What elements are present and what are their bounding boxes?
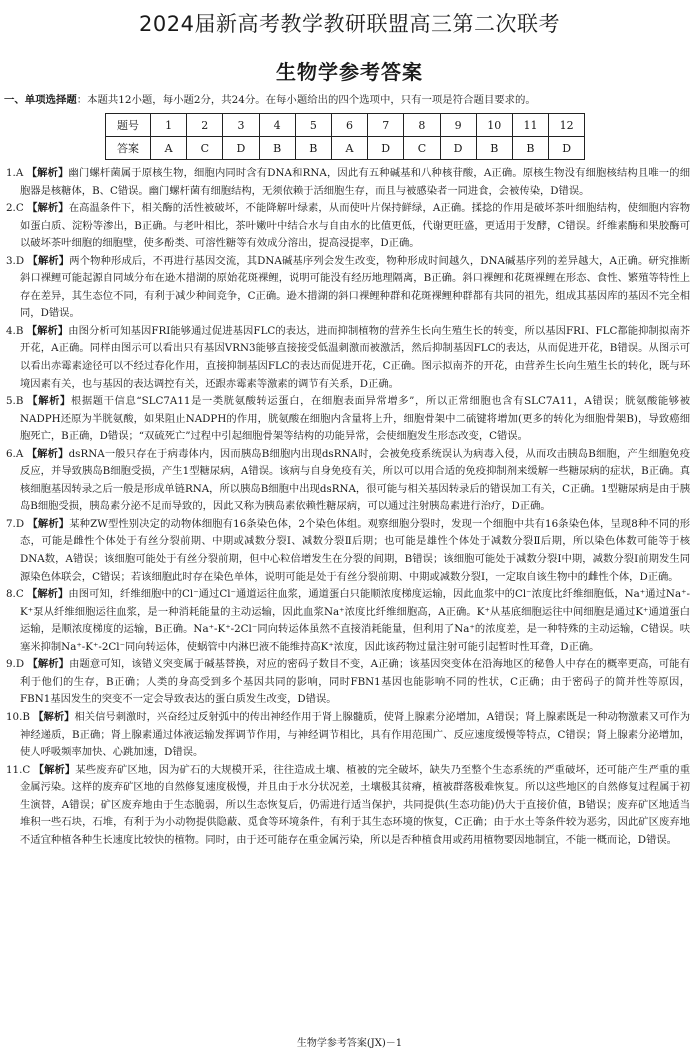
- explanation-text: 幽门螺杆菌属于原核生物，细胞内同时含有DNA和RNA，因此有五种碱基和八种核苷酸，A正确。原核生物没有细胞核结构且唯一的细胞器是核糖体，B、C错误。幽门螺杆菌有细胞结构，无须依赖于活细胞生存，而且与被感染者一同进食，会被传染，D错误。: [20, 167, 690, 197]
- answer-table-number: 12: [549, 114, 585, 137]
- answer-table-number: 10: [476, 114, 512, 137]
- item-number: 11.C: [6, 763, 31, 776]
- explanation-tag: 【解析】: [27, 588, 69, 601]
- answer-table-answer-label: 答案: [106, 137, 151, 160]
- explanation-item: [6, 200, 690, 253]
- explanation-item: [6, 586, 690, 656]
- explanation-tag: 【解析】: [27, 517, 70, 530]
- answer-table-answer: C: [404, 137, 440, 160]
- answer-table-number: 3: [223, 114, 259, 137]
- answer-table-answer: C: [187, 137, 223, 160]
- item-number: 6.A: [6, 447, 24, 460]
- explanation-tag: 【解析】: [27, 254, 70, 267]
- answer-table-number: 6: [331, 114, 367, 137]
- explanations: [6, 165, 690, 849]
- explanation-item: [6, 253, 690, 323]
- explanation-text: 某种ZW型性别决定的动物体细胞有16条染色体，2个染色体组。观察细胞分裂时，发现一个细胞中共有16条染色体，呈现8种不同的形态，可能是雌性个体处于有丝分裂前期、中期或减数分裂Ⅰ、减数分裂Ⅱ后期；也可能是雄性个体处于减数分裂Ⅱ后期，所以染色体数可能等于核DNA数，A错误；该细胞可能处于有丝分裂前期，但中心粒倍增发生在分裂的间期，B错误；该细胞可能处于减数分裂Ⅰ中期，减数分裂Ⅰ前期发生同源染色体联会，C错误；若该细胞此时存在染色单体，说明可能是处于有丝分裂前期、中期或减数分裂Ⅰ，一定取自该生物中的雌性个体，D正确。: [20, 517, 690, 583]
- answer-table-answer: A: [151, 137, 187, 160]
- answer-table-number-row: [106, 114, 585, 137]
- answer-table-number: 8: [404, 114, 440, 137]
- answer-table-number: 5: [295, 114, 331, 137]
- explanation-tag: 【解析】: [26, 447, 69, 460]
- explanation-text: dsRNA一般只存在于病毒体内，因而胰岛B细胞内出现dsRNA时，会被免疫系统误认为病毒入侵，从而攻击胰岛B细胞，产生细胞免疫反应，并导致胰岛B细胞受损，产生1型糖尿病，A错误。该病与自身免疫有关，所以可以用合适的免疫抑制剂来缓解一些糖尿病的症状，B正确。真核细胞基因转录之后一般是形成单链RNA，所以胰岛B细胞中出现dsRNA，很可能与相关基因转录后的错误加工有关，C正确。1型糖尿病是由于胰岛B细胞受损，胰岛素分泌不足而导致的，因此又称为胰岛素依赖性糖尿病，可以通过注射胰岛素进行治疗，D正确。: [20, 447, 691, 513]
- answer-table-number: 7: [368, 114, 404, 137]
- explanation-tag: 【解析】: [33, 710, 75, 723]
- explanation-text: 由题意可知，该错义突变属于碱基替换，对应的密码子数目不变，A正确；该基因突变体在沿海地区的秘鲁人中存在的概率更高，可能有利于他们的生存，B正确；人类的身高受到多个基因共同的影响，同时FBN1基因也能影响不同的性状，C正确；由于密码子的简并性等原因，FBN1基因发生的突变不一定会导致表达的蛋白质发生改变，D错误。: [20, 658, 690, 706]
- explanation-item: [6, 709, 690, 762]
- answer-table: [105, 113, 585, 160]
- explanation-item: [6, 165, 690, 200]
- item-number: 5.B: [6, 395, 24, 408]
- explanation-item: [6, 516, 690, 586]
- answer-table-answer: B: [295, 137, 331, 160]
- explanation-item: [6, 446, 690, 516]
- explanation-text: 某些废弃矿区地，因为矿石的大规模开采，往往造成土壤、植被的完全破坏，缺失乃至整个生态系统的严重破坏，还可能产生严重的重金属污染。这样的废弃矿区地的自然修复速度极慢，并且由于水分状况差，土壤极其贫瘠，植被群落极难恢复。所以这些地区的自然修复过程属于初生演替，A错误；矿区废弃地由于生态脆弱，所以生态恢复后，仍需进行适当保护，共同提供(生态功能)仍大于直接价值，B错误；废弃矿区地适当堆积一些石块，石堆，有利于为小动物提供隐蔽、觅食等环境条件，有利于其生态环境的恢复，C正确；由于水土等条件较为恶劣，因此矿区废弃地不适宜种植各种生长速度比较快的植物。同时，由于还可能存在重金属污染，所以是否种植食用或药用植物要因地制宜，不能一概而论，D错误。: [20, 763, 691, 846]
- answer-table-answer: D: [223, 137, 259, 160]
- answer-table-answer-row: [106, 137, 585, 160]
- explanation-item: [6, 656, 690, 709]
- main-title: 2024届新高考教学教研联盟高三第二次联考: [139, 12, 560, 36]
- explanation-item: [6, 323, 690, 393]
- explanation-text: 在高温条件下，相关酶的活性被破坏，不能降解叶绿素，从而使叶片保持鲜绿，A正确。揉捻的作用是破坏茶叶细胞结构，使细胞内容物如蛋白质、淀粉等渗出，B正确。与老叶相比，茶叶嫩叶中结合水与自由水的比值更低，代谢更旺盛，更适用于发酵，C错误。纤维素酶和果胶酶可以破坏茶叶细胞的细胞壁，使多酚类、可溶性糖等有效成分溶出，提高浸提率，D正确。: [20, 202, 691, 250]
- page-footer: 生物学参考答案(JX)－1: [296, 1038, 403, 1049]
- answer-table-answer: B: [259, 137, 295, 160]
- answer-table-answer: D: [368, 137, 404, 160]
- explanation-tag: 【解析】: [27, 658, 70, 671]
- answer-table-number: 2: [187, 114, 223, 137]
- item-number: 3.D: [6, 254, 25, 267]
- answer-table-answer: D: [440, 137, 476, 160]
- item-number: 2.C: [6, 202, 24, 215]
- answer-table-number-label: 题号: [106, 114, 151, 137]
- answer-table-number: 11: [512, 114, 548, 137]
- item-number: 7.D: [6, 517, 25, 530]
- explanation-text: 相关信号刺激时，兴奋经过反射弧中的传出神经作用于肾上腺髓质，使肾上腺素分泌增加，A错误；肾上腺素既是一种动物激素又可作为神经递质，B正确；肾上腺素通过体液运输发挥调节作用，与神经调节相比，具有作用范围广、反应速度缓慢等特点，C错误；肾上腺素分泌增加，使人呼吸频率加快、心跳加速，D错误。: [20, 710, 691, 759]
- item-number: 9.D: [6, 658, 25, 671]
- answer-table-answer: A: [331, 137, 367, 160]
- section-heading: [4, 93, 694, 107]
- answer-table-answer: B: [476, 137, 512, 160]
- explanation-tag: 【解析】: [26, 167, 69, 179]
- explanation-text: 由图分析可知基因FRI能够通过促进基因FLC的表达，进而抑制植物的营养生长向生殖生长的转变，所以基因FRI、FLC都能抑制拟南芥开花，A正确。同样由图示可以看出只有基因VRN3能够直接接受低温刺激而被激活，然后抑制基因FLC的表达，从而促进开花，B错误。从图示可以看出赤霉素途径可以不经过春化作用，直接抑制基因FLC的表达而促进开花，C正确。图示拟南芥的开花，由营养生长向生殖生长的转化，既与环境因素有关，也与基因的表达调控有关，还跟赤霉素等激素的调节有关系，D正确。: [20, 324, 690, 390]
- answer-table-number: 9: [440, 114, 476, 137]
- explanation-text: 两个物种形成后，不再进行基因交流，其DNA碱基序列会发生改变，物种形成时间越久，DNA碱基序列的差异越大，A正确。研究推断斜口裸鲤可能起源自同域分布在逊木措湖的原始花斑裸鲤，说明可能没有经历地理隔离，B正确。斜口裸鲤和花斑裸鲤在形态、食性、繁殖等特性上存在差异，其生态位不同，有利于减少种间竞争，C正确。逊木措湖的斜口裸鲤种群和花斑裸鲤种群都有共同的祖先，组成其基因库的基因不完全相同，D错误。: [20, 254, 690, 320]
- answer-table-number: 4: [259, 114, 295, 137]
- item-number: 1.A: [6, 167, 24, 179]
- explanation-item: [6, 393, 690, 446]
- answer-table-number: 1: [151, 114, 187, 137]
- item-number: 4.B: [6, 324, 24, 337]
- explanation-tag: 【解析】: [26, 324, 69, 337]
- explanation-tag: 【解析】: [27, 202, 69, 215]
- item-number: 8.C: [6, 588, 24, 601]
- item-number: 10.B: [6, 710, 30, 723]
- explanation-text: 根据题干信息“SLC7A11是一类胱氨酸转运蛋白，在细胞表面异常增多”，所以正常细胞也含有SLC7A11，A错误；胱氨酸能够被NADPH还原为半胱氨酸，如果阻止NADPH的作用，胱氨酸在细胞内含量将上升，细胞骨架中二硫键将增加(更多的转化为细胞骨架B)，导致癌细胞死亡，B正确，D错误；“双硫死亡”过程中引起细胞骨架等结构的功能异常，会使细胞发生形态改变，C错误。: [20, 395, 691, 443]
- sub-title: 生物学参考答案: [276, 60, 423, 84]
- section-instructions: ：本题共12小题，每小题2分，共24分。在每小题给出的四个选项中，只有一项是符合题目要求的。: [76, 94, 536, 106]
- explanation-item: [6, 762, 690, 850]
- explanation-tag: 【解析】: [33, 763, 76, 776]
- answer-table-answer: B: [512, 137, 548, 160]
- explanation-tag: 【解析】: [27, 395, 71, 408]
- section-label: 一、单项选择题: [4, 94, 77, 106]
- explanation-text: 由图可知，纤维细胞中的Cl⁻通过Cl⁻通道运往血浆，通道蛋白只能顺浓度梯度运输，因此血浆中的Cl⁻浓度比纤维细胞低，Na⁺通过Na⁺-K⁺泵从纤维细胞运往血浆，是一种消耗能量的主动运输，因此血浆Na⁺浓度比纤维细胞高，A正确。K⁺从基底细胞运往中间细胞是通过K⁺通道蛋白运输，是顺浓度梯度的运输，B正确。Na⁺-K⁺-2Cl⁻同向转运体虽然不直接消耗能量，但利用了Na⁺的浓度差，是一种特殊的主动运输，C错误。呋塞米抑制Na⁺-K⁺-2Cl⁻同向转运体，使蜗管中内淋巴液不能维持高K⁺浓度，因此该药物过量注射可能引起暂时性耳聋，D正确。: [20, 588, 690, 653]
- answer-table-answer: D: [549, 137, 585, 160]
